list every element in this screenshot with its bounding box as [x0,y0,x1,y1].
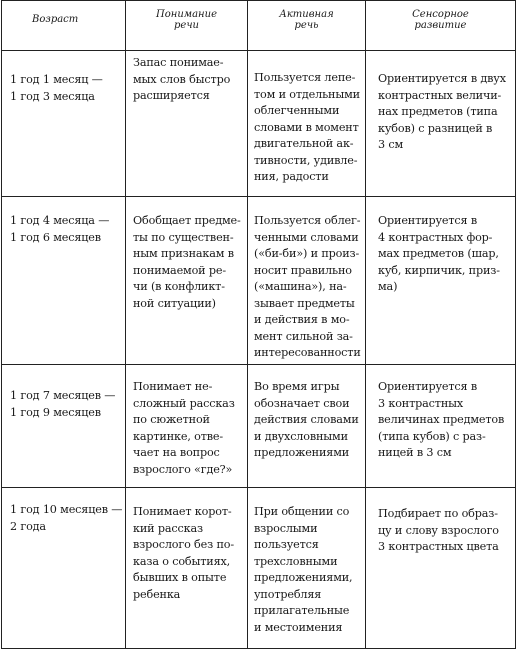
age-cell [2,488,126,649]
sensory-cell [366,197,516,365]
text-line: ния, радости [254,170,329,183]
text-line: При общении со [254,505,350,518]
table-row [2,488,516,649]
text-line: величинах предметов [378,413,505,426]
text-line: цу и слову взрослого [378,523,499,537]
text-line: взрослыми [254,521,318,535]
text-line: обозначает свои [254,396,350,410]
active-speech-cell [248,365,366,488]
text-line: 1 год 3 месяца [10,89,95,103]
age-cell [2,365,126,488]
text-line: ты по существен- [133,230,234,244]
text-line: 3 см [378,138,404,151]
text-line: ченными словами [254,230,359,244]
table-row [2,365,516,488]
active-speech-cell [248,197,366,365]
text-line: речь [294,20,319,31]
header-sensory [366,1,516,51]
text-line: интересованности [254,346,361,359]
text-line: контрастных величи- [378,88,502,102]
text-line: мых слов быстро [133,72,231,86]
text-line: Пользуется облег- [254,214,361,227]
text-line: куб, кирпичик, приз- [378,263,500,277]
text-line: и действия в мо- [254,313,350,326]
text-line: предложениями [254,446,350,459]
text-line: 1 год 10 месяцев — [10,503,123,516]
text-line: мах предметов (шар, [378,247,499,260]
active-speech-cell [248,51,366,197]
text-line: ребенка [133,587,181,601]
text-line: мент сильной за- [254,329,353,343]
age-cell [2,197,126,365]
text-line: ным признакам в [133,247,234,260]
text-line: 1 год 4 месяца — [10,214,110,227]
text-line: Активная [279,9,334,20]
table-row [2,51,516,197]
text-line: («би-би») и произ- [254,247,360,260]
text-line: кий рассказ [133,521,203,535]
sensory-cell [366,365,516,488]
text-line: каза о событиях, [133,554,231,568]
text-line: 3 контрастных [378,396,464,410]
understanding-cell [126,51,248,197]
text-line: облегченными [254,104,340,117]
text-line: зывает предметы [254,296,355,310]
text-line: бывших в опыте [133,571,227,584]
text-line: Пользуется лепе- [254,71,356,84]
text-line: Ориентируется в двух [378,72,506,85]
header-row [2,1,516,51]
text-line: Понимает корот- [133,505,232,518]
text-line: чи (в конфликт- [133,280,225,293]
text-line: 4 контрастных фор- [378,230,493,244]
text-line: («машина»), на- [254,280,347,293]
text-line: носит правильно [254,263,352,277]
text-line: словами в момент [254,120,359,134]
age-cell [2,51,126,197]
text-line: ной ситуации) [133,296,216,310]
text-line: 1 год 7 месяцев — [10,389,116,402]
text-line: Понимает не- [133,380,213,393]
header-understanding [126,1,248,51]
text-line: Возраст [32,14,79,25]
text-line: действия словами [254,413,359,426]
text-line: Сенсорное [412,9,469,20]
text-line: употребляя [254,587,322,601]
text-line: двигательной ак- [254,137,354,150]
text-line: Подбирает по образ- [378,507,498,520]
text-line: ма) [378,280,398,293]
text-line: предложениями, [254,571,353,584]
text-line: сложный рассказ [133,396,235,410]
sensory-cell [366,488,516,649]
text-line: 3 контрастных цвета [378,540,499,553]
text-line: нах предметов (типа [378,105,498,118]
text-line: пользуется [254,538,319,551]
text-line: (типа кубов) с раз- [378,429,486,443]
text-line: и двухсловными [254,429,348,443]
text-line: речи [174,20,199,31]
text-line: ницей в 3 см [378,446,452,459]
text-line: расширяется [133,89,210,102]
development-table [1,0,516,649]
text-line: Понимание [156,9,217,20]
text-line: прилагательные [254,604,350,617]
text-line: Ориентируется в [378,380,477,393]
understanding-cell [126,488,248,649]
text-line: картинке, отве- [133,429,224,443]
header-age [2,1,126,51]
text-line: развитие [414,20,467,31]
text-line: кубов) с разницей в [378,121,493,135]
sensory-cell [366,51,516,197]
understanding-cell [126,365,248,488]
text-line: Запас понимае- [133,56,224,69]
text-line: тивности, удивле- [254,153,358,167]
text-line: 1 год 1 месяц — [10,73,103,86]
text-line: трехсловными [254,554,338,568]
text-line: том и отдельными [254,87,360,101]
text-line: 2 года [10,519,46,533]
text-line: чает на вопрос [133,446,220,459]
text-line: Ориентируется в [378,214,477,227]
text-line: по сюжетной [133,413,210,426]
text-line: Обобщает предме- [133,214,241,227]
text-line: взрослого без по- [133,538,234,551]
text-line: и местоимения [254,620,343,634]
understanding-cell [126,197,248,365]
table-row [2,197,516,365]
active-speech-cell [248,488,366,649]
text-line: взрослого «где?» [133,462,233,476]
text-line: понимаемой ре- [133,263,227,277]
text-line: 1 год 9 месяцев [10,405,101,419]
text-line: 1 год 6 месяцев [10,230,101,244]
text-line: Во время игры [254,380,340,393]
header-active-speech [248,1,366,51]
